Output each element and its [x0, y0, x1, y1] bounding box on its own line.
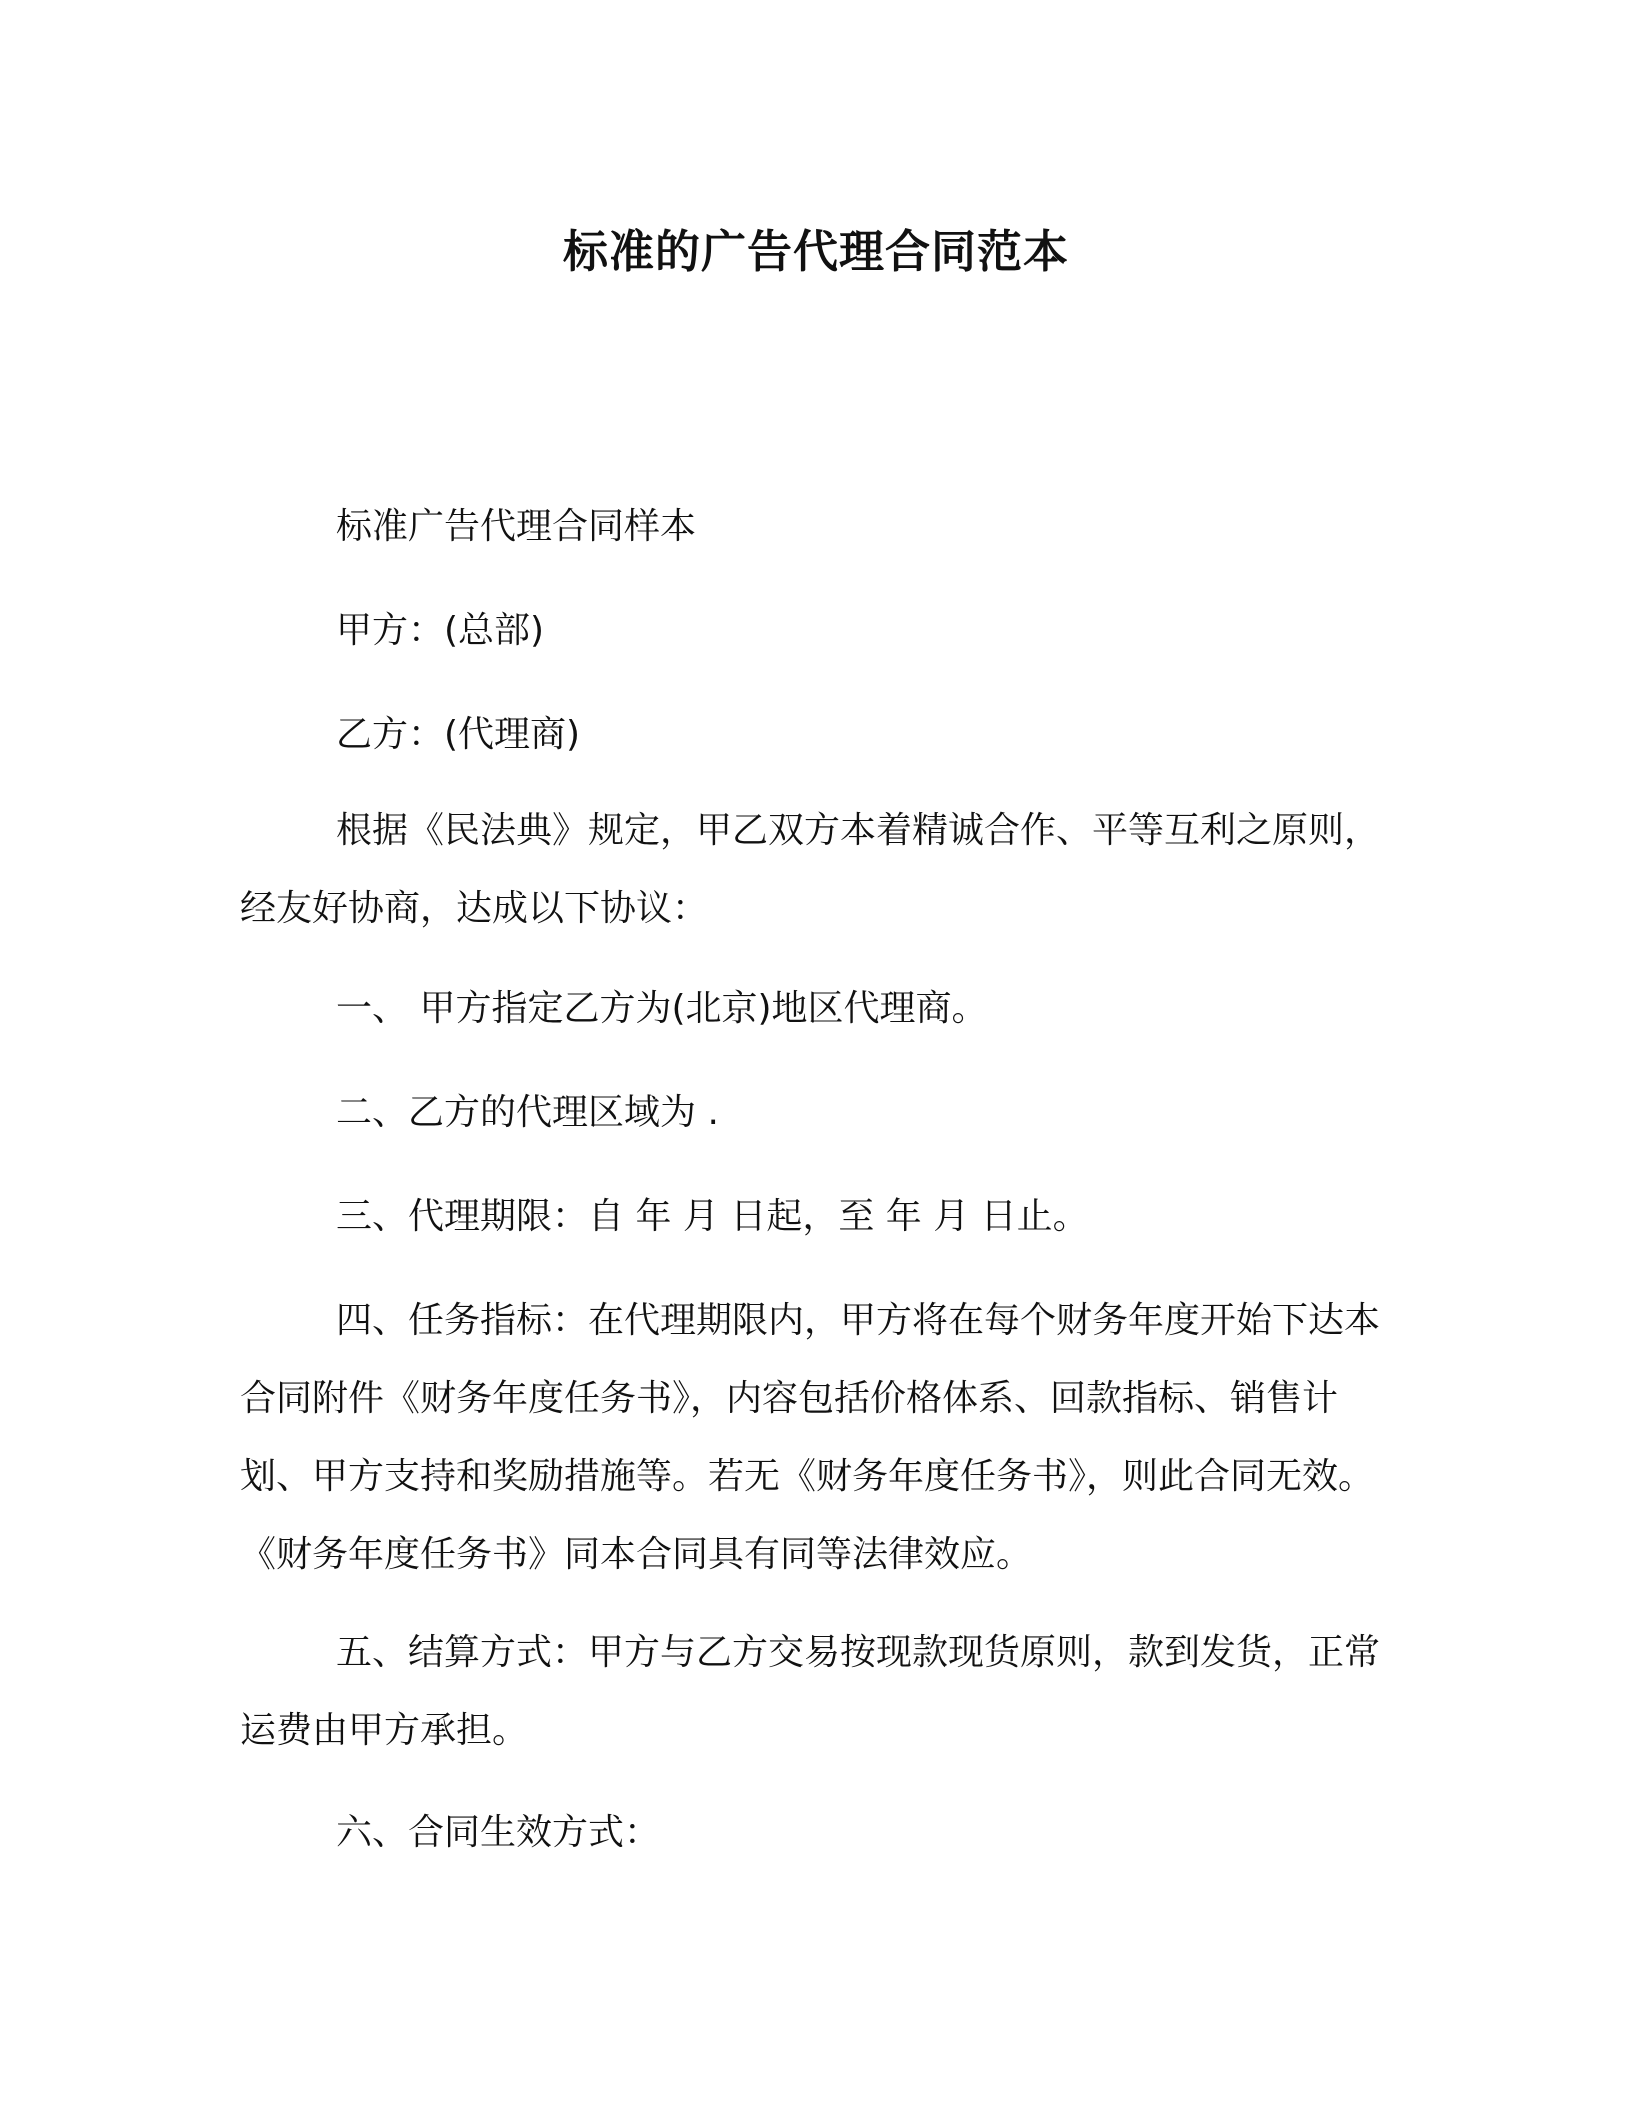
paragraph-clause-2: 二、乙方的代理区域为 .: [336, 1092, 719, 1133]
paragraph-clause-5: 五、结算方式：甲方与乙方交易按现款现货原则，款到发货，正常运费由甲方承担。: [240, 1632, 1381, 1751]
paragraph-clause-4: 四、任务指标：在代理期限内，甲方将在每个财务年度开始下达本合同附件《财务年度任务书》，内容包括价格体系、回款指标、销售计划、甲方支持和奖励措施等。若无《财务年度任务书》，则此合同无效。《财务年度任务书》同本合同具有同等法律效应。: [240, 1300, 1381, 1575]
paragraph-clause-3: 三、代理期限：自 年 月 日起，至 年 月 日止。: [336, 1196, 1089, 1237]
paragraph-party-b: 乙方：(代理商): [336, 714, 581, 755]
paragraph-clause-6: 六、合同生效方式：: [336, 1812, 661, 1853]
paragraph-sample-heading: 标准广告代理合同样本: [336, 506, 697, 547]
paragraph-preamble: 根据《民法典》规定，甲乙双方本着精诚合作、平等互利之原则，经友好协商，达成以下协议：: [240, 810, 1381, 929]
paragraph-party-a: 甲方：(总部): [336, 610, 545, 651]
document-title: 标准的广告代理合同范本: [562, 225, 1069, 278]
paragraph-clause-1: 一、 甲方指定乙方为(北京)地区代理商。: [336, 988, 988, 1029]
